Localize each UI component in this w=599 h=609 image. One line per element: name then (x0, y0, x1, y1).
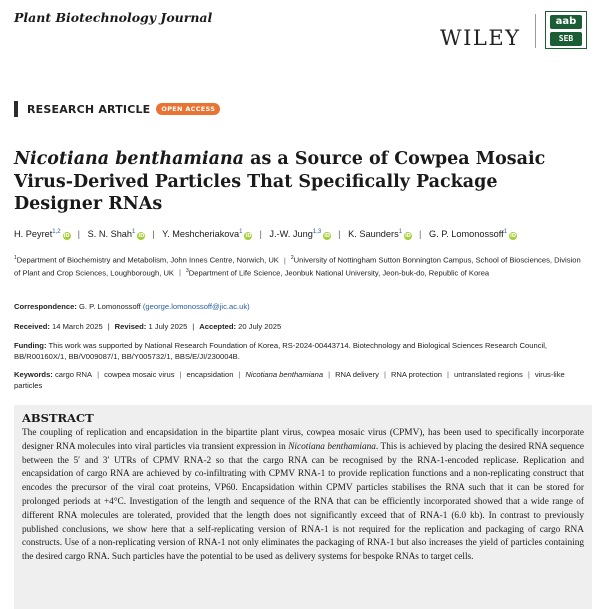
funding-text: This work was supported by National Research Foundation of Korea, RS-2024-00443714. Biotechnology and Biological Sciences Research Council, BB/R00160X/1, BB/V009087/1, BB/Y005732/1, BBS/E/JI/230004B. (14, 341, 547, 361)
author-separator: | (419, 229, 422, 240)
author-separator: | (259, 229, 262, 240)
author-affil-sup[interactable]: 1 (503, 229, 508, 235)
abstract-box (14, 405, 592, 609)
article-type-bar (14, 101, 18, 117)
author-name[interactable]: G. P. Lomonossoff (428, 229, 504, 240)
logo-divider (535, 14, 536, 48)
article-type: RESEARCH ARTICLE (27, 102, 151, 116)
revised-date: 1 July 2025 (148, 322, 188, 331)
received-date: 14 March 2025 (52, 322, 103, 331)
author-name[interactable]: S. N. Shah (87, 229, 133, 240)
keywords (14, 369, 586, 391)
author-name[interactable]: J.-W. Jung (269, 229, 313, 240)
keyword-separator: | (238, 370, 241, 379)
keyword-separator: | (179, 370, 182, 379)
author-separator: | (77, 229, 81, 240)
orcid-icon[interactable]: iD (405, 233, 411, 240)
author-separator: | (152, 229, 155, 240)
keyword-separator: | (447, 370, 450, 379)
journal-name[interactable]: Plant Biotechnology Journal (14, 10, 213, 25)
author-separator: | (338, 229, 341, 240)
affiliation-text: Department of Biochemistry and Metabolism, John Innes Centre, Norwich, UK (16, 255, 279, 265)
keyword-link[interactable]: untranslated regions (454, 370, 523, 379)
affil-separator: | (179, 268, 181, 278)
title-rest: as a Source of Cowpea Mosaic Virus-Derived Particles That Specifically Package Designer RNAs (14, 149, 546, 214)
accepted-label: Accepted: (199, 322, 236, 331)
abstract-part-1: The coupling of replication and encapsidation in the bipartite plant virus, cowpea mosaic virus (CPMV), has been used to specifically incorporate designer RNA molecules into viral particles via transient expression in (22, 428, 584, 452)
funding (14, 340, 586, 362)
affil-separator: | (283, 255, 286, 265)
author-list (14, 229, 589, 240)
author-name[interactable]: K. Saunders (348, 229, 399, 240)
article-title (14, 148, 574, 216)
open-access-badge[interactable]: OPEN ACCESS (156, 103, 220, 115)
correspondence-name: G. P. Lomonossoff (79, 302, 141, 311)
keyword-link[interactable]: RNA delivery (335, 370, 379, 379)
article-dates (14, 321, 586, 332)
abstract-species: Nicotiana benthamiana (288, 441, 376, 452)
keyword-link[interactable]: RNA protection (390, 370, 443, 379)
publisher-logo[interactable]: WILEY (440, 26, 521, 50)
keyword-link[interactable]: virus-like particles (14, 370, 565, 390)
affil-sup: 1 (14, 255, 17, 261)
author-name[interactable]: Y. Meshcheriakova (162, 229, 240, 240)
author-affil-sup[interactable]: 1,2 (52, 229, 61, 235)
aab-logo-bottom: SEB (550, 32, 582, 46)
author-affil-sup[interactable]: 1,3 (312, 229, 322, 235)
abstract-part-2: . This is achieved by placing the desired RNA sequence between the 5′ and 3′ UTRs of CPMV RNA-2 so that the cargo RNA can be recognised by the RNA-1-encoded replicase. Replication and encapsidation of cargo RNA are achieved by co-infiltrating with CPMV RNA-1 to provide replication functions and a non-replicating construct that encodes the precursor of the viral coat proteins, VP60. Encapsidation within CPMV particles stabilises the RNA such that it can be stored for prolonged periods at +4°C. Investigation of the length and sequence of the RNA that can be efficiently incorporated showed that a wide range of different RNA molecules are tolerated, provided that the length does not significantly exceed that of RNA-1 (6.0 kb). In contrast to previously published conclusions, we show here that a self-replicating version of RNA-1 is not required for the replication and packaging of cargo RNA constructs. Use of a non-replicating version of RNA-1 not only eliminates the packaging of RNA-1 but also increases the yield of particles containing the desired cargo RNA. Such particles have the potential to be used as delivery systems for bespoke RNAs to target cells. (22, 441, 585, 563)
affiliations (14, 253, 586, 278)
keyword-link[interactable]: Nicotiana benthamiana (245, 370, 324, 379)
affil-sup: 3 (185, 267, 189, 274)
date-separator: | (107, 322, 110, 331)
affil-sup: 2 (290, 255, 294, 261)
keyword-link[interactable]: cargo RNA (54, 370, 93, 379)
orcid-icon[interactable]: iD (245, 233, 252, 240)
orcid-icon[interactable]: iD (510, 233, 517, 240)
funding-label: Funding: (14, 341, 47, 350)
correspondence (14, 301, 586, 312)
affiliation-text: University of Nottingham Sutton Bonnington Campus, School of Biosciences, Division of Plant and Crop Sciences, Loughborough, UK (14, 255, 581, 278)
keyword-separator: | (97, 370, 100, 379)
keyword-link[interactable]: cowpea mosaic virus (104, 370, 175, 379)
accepted-date: 20 July 2025 (238, 322, 282, 331)
correspondence-label: Correspondence: (14, 302, 77, 311)
keywords-label: Keywords: (14, 370, 53, 379)
orcid-icon[interactable]: iD (63, 233, 70, 240)
author-affil-sup[interactable]: 1 (398, 229, 403, 235)
author-affil-sup[interactable]: 1 (239, 229, 243, 235)
aab-seb-logo[interactable] (545, 11, 587, 49)
keyword-link[interactable]: encapsidation (186, 370, 234, 379)
author-affil-sup[interactable]: 1 (132, 229, 136, 235)
date-separator: | (192, 322, 195, 331)
affiliation-text: Department of Life Science, Jeonbuk National University, Jeon-buk-do, Republic of Korea (188, 268, 490, 278)
aab-logo-top: aab (550, 15, 582, 29)
correspondence-email-link[interactable]: (george.lomonossoff@jic.ac.uk) (142, 302, 250, 311)
article-type-row (14, 101, 220, 117)
orcid-icon[interactable]: iD (138, 233, 145, 240)
keyword-separator: | (527, 370, 530, 379)
author-name[interactable]: H. Peyret (14, 229, 53, 240)
title-species: Nicotiana benthamiana (14, 149, 245, 169)
abstract-heading: ABSTRACT (22, 411, 94, 425)
revised-label: Revised: (114, 322, 147, 331)
abstract-text (22, 427, 584, 565)
keyword-separator: | (383, 370, 386, 379)
keyword-separator: | (328, 370, 331, 379)
orcid-icon[interactable]: iD (324, 233, 331, 240)
received-label: Received: (14, 322, 50, 331)
